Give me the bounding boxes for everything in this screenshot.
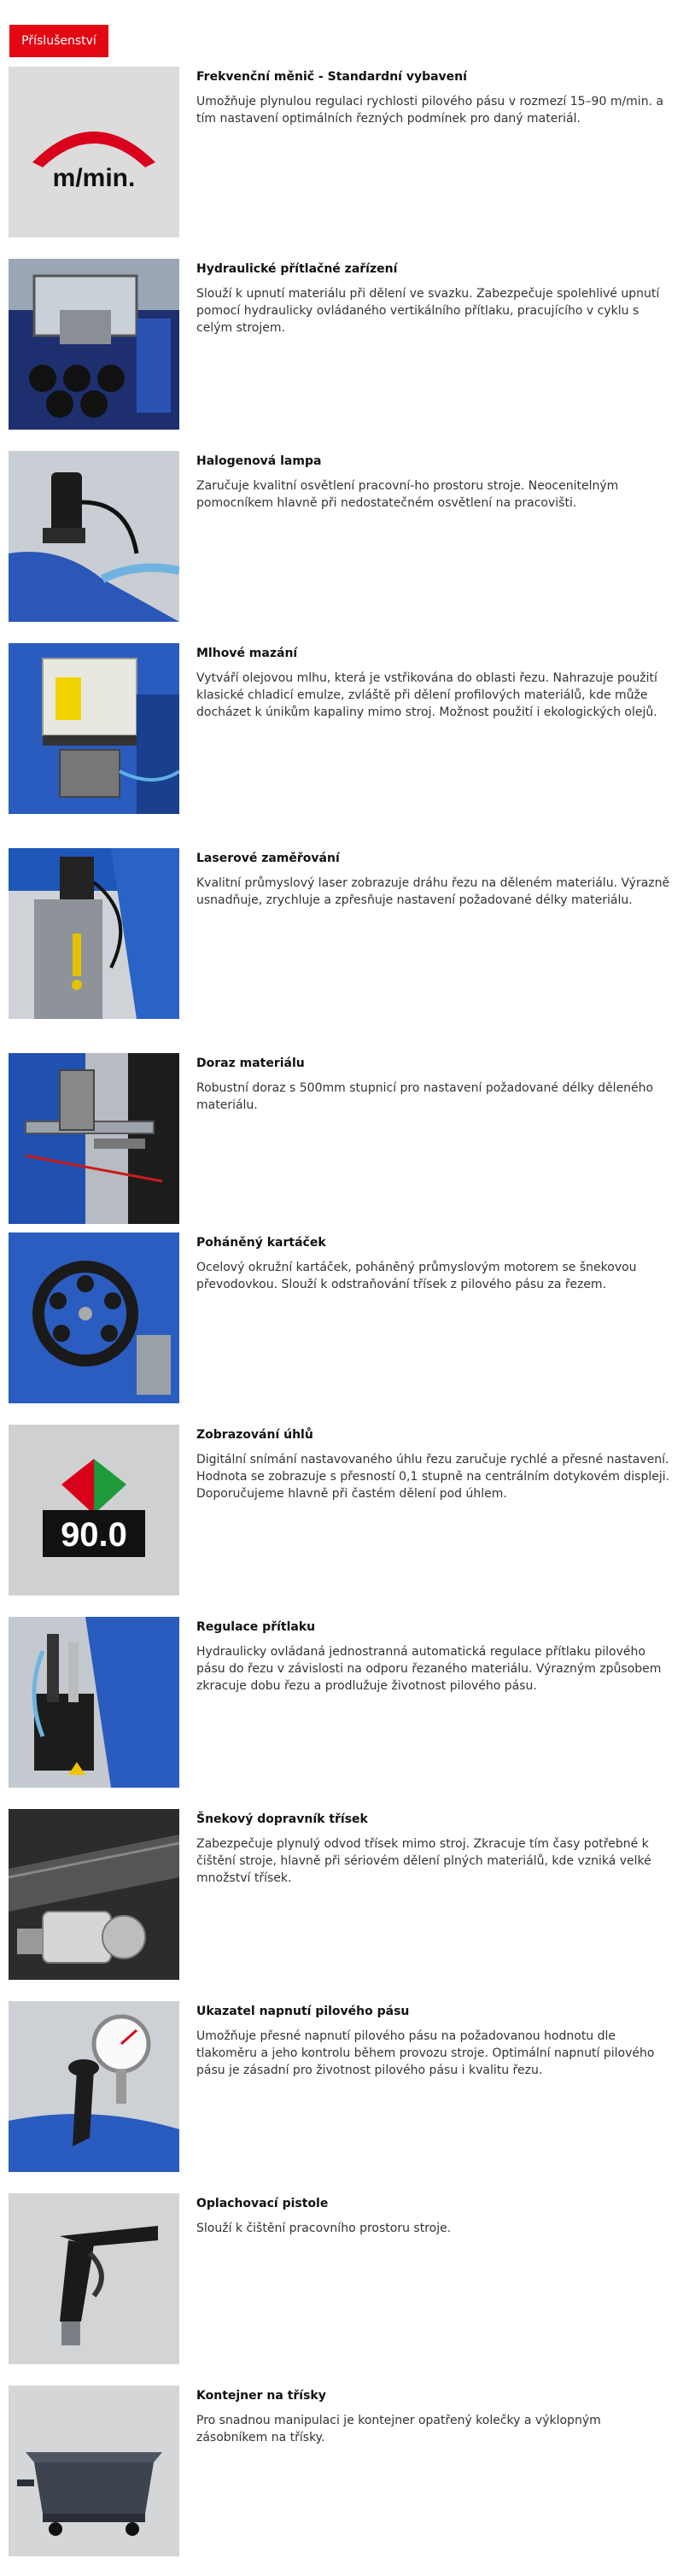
rinsing-gun-image [9, 2193, 179, 2364]
item-description: Digitální snímání nastavovaného úhlu řezu zaručuje rychlé a přesné nastavení. Hodnota se zobrazuje s přesností 0,1 stupně na centrálním dotykovém displeji. Doporučujeme hlavně při častém dělení pod úhlem. [196, 1453, 670, 1501]
angle-value-text: 90.0 [61, 1516, 127, 1554]
item-title: Laserové zaměřování [196, 852, 340, 865]
item-description: Zabezpečuje plynulý odvod třísek mimo stroj. Zkracuje tím časy potřebné k čištění stroje, hlavně při sériovém dělení plných materiálů, kde vzniká velké množství třísek. [196, 1837, 651, 1885]
hydraulic-clamp-image [9, 259, 179, 430]
accessory-item-tension-gauge [9, 2001, 683, 2172]
item-description: Robustní doraz s 500mm stupnicí pro nastavení požadované délky děleného materiálu. [196, 1081, 654, 1112]
accessory-item-pressure-regulation [9, 1617, 683, 1788]
tension-gauge-image [9, 2001, 179, 2172]
item-title: Frekvenční měnič - Standardní vybavení [196, 70, 467, 84]
item-title: Kontejner na třísky [196, 2389, 326, 2403]
item-title: Mlhové mazání [196, 647, 298, 660]
item-title: Poháněný kartáček [196, 1236, 326, 1250]
laser-image [9, 848, 179, 1019]
accessory-item-chip-container [9, 2386, 683, 2556]
material-stop-image [9, 1053, 179, 1224]
item-description: Ocelový okružní kartáček, poháněný průmyslovým motorem se šnekovou převodovkou. Slouží k odstraňování třísek z pilového pásu za řezem. [196, 1261, 637, 1291]
halogen-lamp-image [9, 451, 179, 622]
item-title: Hydraulické přítlačné zařízení [196, 262, 398, 276]
accessory-item-rinsing-gun [9, 2193, 683, 2364]
angle-display-image [9, 1425, 179, 1595]
item-description: Hydraulicky ovládaná jednostranná automatická regulace přítlaku pilového pásu do řezu v závislosti na odporu řezaného materiálu. Výrazným způsobem zkracuje dobu řezu a prodlužuje životnost pilového pásu. [196, 1645, 662, 1693]
speed-unit-text: m/min. [52, 164, 136, 192]
accessory-item-halogen-lamp [9, 451, 683, 622]
item-description: Pro snadnou manipulaci je kontejner opatřený kolečky a výklopným zásobníkem na třísky. [196, 2414, 601, 2444]
item-title: Ukazatel napnutí pilového pásu [196, 2005, 410, 2018]
driven-brush-image [9, 1232, 179, 1403]
item-title: Zobrazování úhlů [196, 1428, 313, 1442]
item-description: Umožňuje přesné napnutí pilového pásu na požadovanou hodnotu dle tlakoměru a jeho kontrolu během provozu stroje. Optimální napnutí pilového pásu je zásadní pro životnost pilového pásu i kvalitu řezu. [196, 2029, 655, 2077]
mist-lubrication-image [9, 643, 179, 814]
chip-conveyor-image [9, 1809, 179, 1980]
accessory-item-chip-conveyor [9, 1809, 683, 1980]
accessory-item-hydraulic-clamp [9, 259, 683, 430]
accessory-item-angle-display [9, 1425, 683, 1595]
chip-container-image [9, 2386, 179, 2556]
item-title: Doraz materiálu [196, 1057, 305, 1070]
accessory-item-laser [9, 848, 683, 1019]
item-description: Kvalitní průmyslový laser zobrazuje dráhu řezu na děleném materiálu. Výrazně usnadňuje, zrychluje a zpřesňuje nastavení požadované délky materiálu. [196, 876, 670, 907]
frequency-converter-image [9, 67, 179, 237]
item-title: Šnekový dopravník třísek [196, 1812, 368, 1826]
section-badge: Příslušenství [9, 25, 108, 57]
item-title: Oplachovací pistole [196, 2197, 329, 2210]
accessory-item-driven-brush [9, 1232, 683, 1403]
item-description: Vytváří olejovou mlhu, která je vstřikována do oblasti řezu. Nahrazuje použití klasické chladicí emulze, zvláště při dělení profilových materiálů, kde může docházet k únikům kapaliny mimo stroj. Možnost použití i ekologických olejů. [196, 671, 657, 719]
accessory-item-mist-lubrication [9, 643, 683, 814]
accessory-item-frequency-converter [9, 67, 683, 237]
item-description: Slouží k čištění pracovního prostoru stroje. [196, 2222, 452, 2235]
item-description: Zaručuje kvalitní osvětlení pracovní-ho prostoru stroje. Neocenitelným pomocníkem hlavně při nedostatečném osvětlení na pracovišti. [196, 479, 619, 510]
item-title: Regulace přítlaku [196, 1620, 316, 1634]
accessory-item-material-stop [9, 1053, 683, 1224]
item-description: Slouží k upnutí materiálu při dělení ve svazku. Zabezpečuje spolehlivé upnutí pomocí hydraulicky ovládaného vertikálního přítlaku, pracujícího v cyklu s celým strojem. [196, 287, 660, 335]
item-description: Umožňuje plynulou regulaci rychlosti pilového pásu v rozmezí 15–90 m/min. a tím nastavení optimálních řezných podmínek pro daný materiál. [196, 95, 664, 126]
item-title: Halogenová lampa [196, 454, 322, 468]
pressure-regulation-image [9, 1617, 179, 1788]
